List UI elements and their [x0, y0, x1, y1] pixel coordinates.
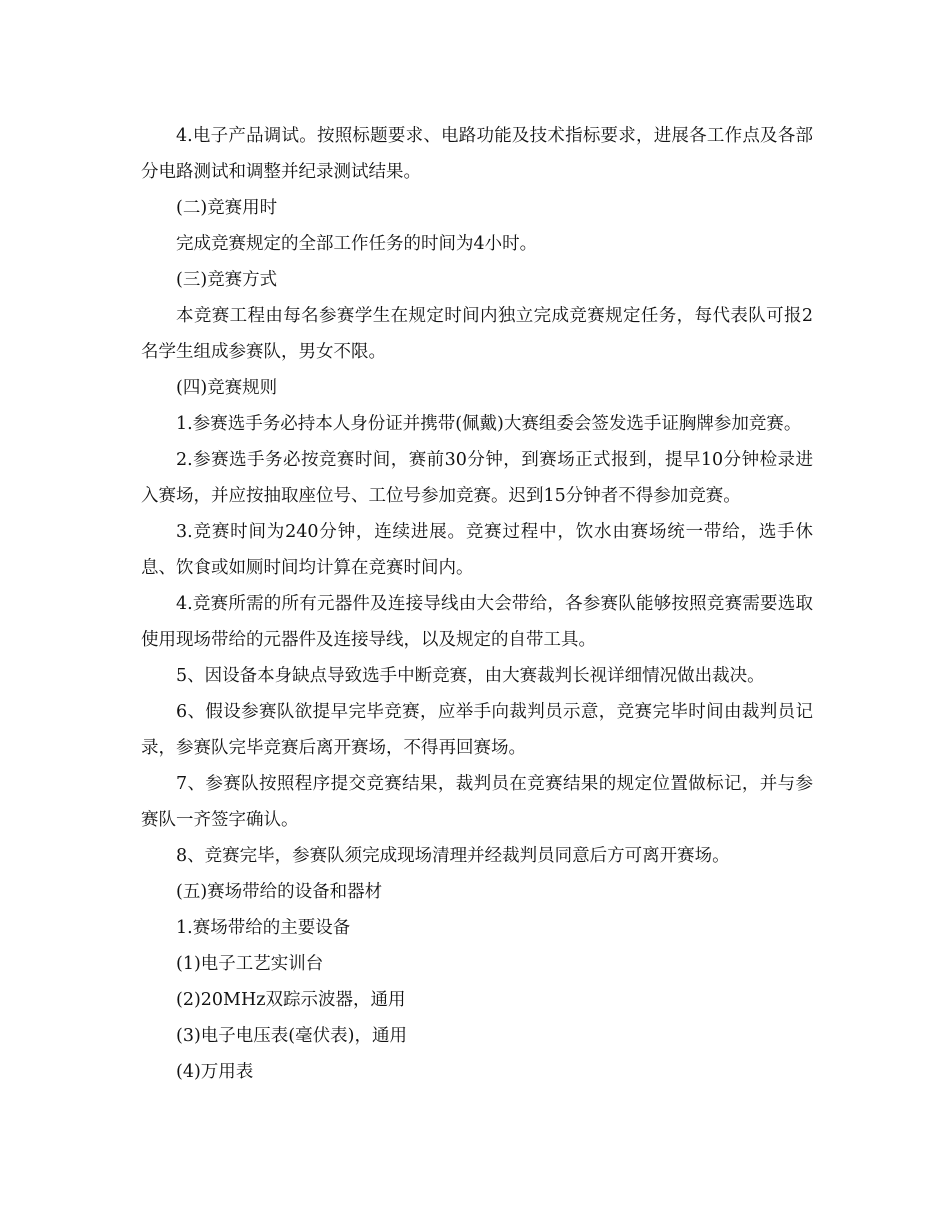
- rule-item-4: 4.竞赛所需的所有元器件及连接导线由大会带给，各参赛队能够按照竞赛需要选取使用现场带给的元器件及连接导线，以及规定的自带工具。: [141, 594, 813, 650]
- equipment-item-4: (4)万用表: [176, 1062, 254, 1082]
- equipment-item-3: (3)电子电压表(毫伏表)，通用: [176, 1026, 407, 1046]
- rule-item-5: 5、因设备本身缺点导致选手中断竞赛，由大赛裁判长视详细情况做出裁决。: [176, 666, 765, 686]
- paragraph-debug-item: 4.电子产品调试。按照标题要求、电路功能及技术指标要求，进展各工作点及各部分电路测试和调整并纪录测试结果。: [141, 126, 813, 182]
- rule-item-3: 3.竞赛时间为240分钟，连续进展。竞赛过程中，饮水由赛场统一带给，选手休息、饮食或如厕时间均计算在竞赛时间内。: [141, 522, 813, 578]
- section-heading-equipment: (五)赛场带给的设备和器材: [176, 882, 383, 902]
- equipment-item-1: (1)电子工艺实训台: [176, 954, 324, 974]
- section-heading-format: (三)竞赛方式: [176, 270, 278, 290]
- equipment-subheading: 1.赛场带给的主要设备: [176, 918, 351, 938]
- rule-item-6: 6、假设参赛队欲提早完毕竞赛，应举手向裁判员示意，竞赛完毕时间由裁判员记录，参赛队完毕竞赛后离开赛场，不得再回赛场。: [141, 702, 813, 758]
- paragraph-format: 本竞赛工程由每名参赛学生在规定时间内独立完成竞赛规定任务，每代表队可报2名学生组成参赛队，男女不限。: [141, 306, 813, 362]
- rule-item-7: 7、参赛队按照程序提交竞赛结果，裁判员在竞赛结果的规定位置做标记，并与参赛队一齐签字确认。: [141, 774, 813, 830]
- rule-item-8: 8、竞赛完毕，参赛队须完成现场清理并经裁判员同意后方可离开赛场。: [176, 846, 730, 866]
- rule-item-2: 2.参赛选手务必按竞赛时间，赛前30分钟，到赛场正式报到，提早10分钟检录进入赛场，并应按抽取座位号、工位号参加竞赛。迟到15分钟者不得参加竞赛。: [141, 450, 813, 506]
- document-body: [141, 118, 813, 1090]
- equipment-item-2: (2)20MHz双踪示波器，通用: [176, 990, 406, 1010]
- rule-item-1: 1.参赛选手务必持本人身份证并携带(佩戴)大赛组委会签发选手证胸牌参加竞赛。: [176, 414, 802, 434]
- section-heading-rules: (四)竞赛规则: [176, 378, 278, 398]
- section-heading-duration: (二)竞赛用时: [176, 198, 278, 218]
- paragraph-duration: 完成竞赛规定的全部工作任务的时间为4小时。: [176, 234, 538, 254]
